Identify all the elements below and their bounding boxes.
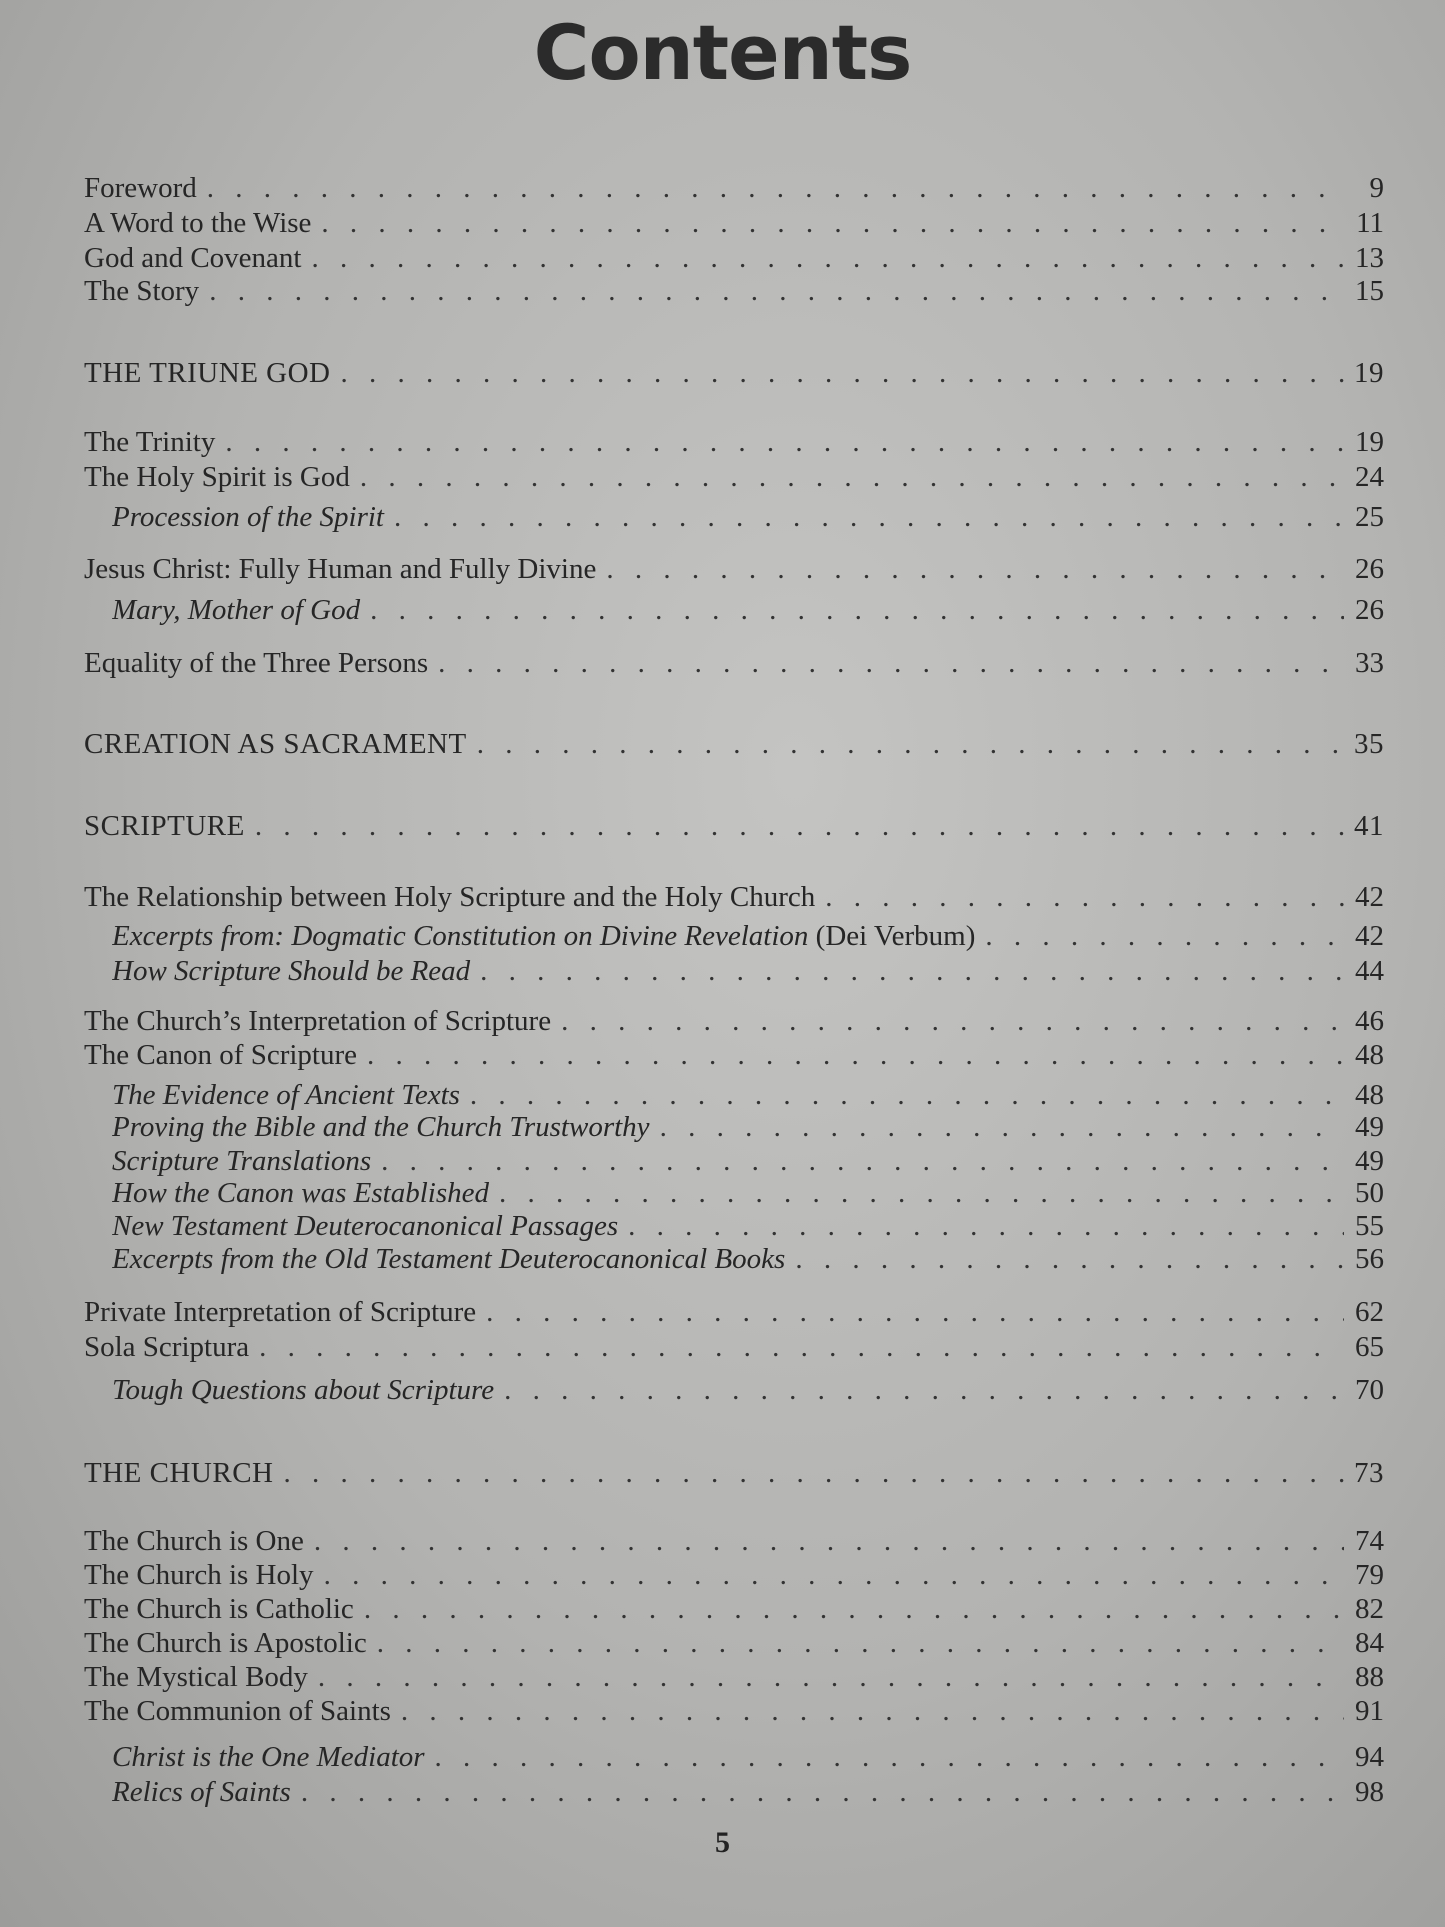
toc-page-number: 62 bbox=[1355, 1296, 1384, 1328]
toc-entry bbox=[84, 645, 1384, 681]
toc-entry bbox=[84, 1591, 1384, 1627]
toc-entry-title-text: The Church is Holy bbox=[84, 1559, 314, 1591]
dot-leader bbox=[438, 645, 1344, 681]
toc-page-number: 50 bbox=[1355, 1177, 1384, 1209]
toc-entry-title bbox=[84, 1557, 324, 1593]
toc-entry-title bbox=[112, 1109, 660, 1145]
toc-entry bbox=[84, 1003, 1384, 1039]
dot-leader bbox=[795, 1241, 1344, 1277]
toc-entry bbox=[84, 459, 1384, 495]
toc-entry-title-text: The Church is Catholic bbox=[84, 1593, 354, 1625]
toc-entry-title-text: Sola Scriptura bbox=[84, 1331, 250, 1363]
dot-leader bbox=[628, 1208, 1344, 1244]
dot-leader bbox=[370, 592, 1344, 628]
dot-leader bbox=[377, 1625, 1344, 1661]
toc-entry-title bbox=[84, 1591, 364, 1627]
toc-entry-title bbox=[112, 1143, 381, 1179]
toc-page-number: 48 bbox=[1355, 1079, 1384, 1111]
dot-leader bbox=[324, 1557, 1344, 1593]
toc-subentry bbox=[112, 1372, 1384, 1408]
toc-entry-title bbox=[84, 1693, 401, 1729]
toc-entry-title-text: Tough Questions about Scripture bbox=[112, 1374, 495, 1406]
toc-entry-title bbox=[84, 645, 438, 681]
toc-page-number: 73 bbox=[1354, 1457, 1384, 1489]
toc-entry-title-text: Foreword bbox=[84, 172, 197, 204]
dot-leader bbox=[341, 355, 1345, 391]
toc-entry-title bbox=[112, 1739, 435, 1775]
toc-subentry bbox=[112, 1241, 1384, 1277]
toc-entry-title bbox=[84, 1329, 259, 1365]
toc-page-number: 88 bbox=[1355, 1661, 1384, 1693]
toc-subentry bbox=[112, 1208, 1384, 1244]
dot-leader bbox=[504, 1372, 1344, 1408]
toc-page-number: 41 bbox=[1354, 810, 1384, 842]
toc-page-number: 33 bbox=[1355, 647, 1384, 679]
dot-leader bbox=[561, 1003, 1344, 1039]
toc-page-number: 19 bbox=[1355, 426, 1384, 458]
toc-entry-title bbox=[112, 1208, 628, 1244]
toc-entry-title-text: The Church is Apostolic bbox=[84, 1627, 367, 1659]
toc-entry-title bbox=[84, 1037, 367, 1073]
dot-leader bbox=[318, 1659, 1344, 1695]
toc-subentry bbox=[112, 918, 1384, 954]
toc-entry-title-text: New Testament Deuterocanonical Passages bbox=[112, 1210, 619, 1242]
toc-subentry bbox=[112, 1143, 1384, 1179]
toc-entry-title-text: The Church’s Interpretation of Scripture bbox=[84, 1005, 552, 1037]
toc-entry bbox=[84, 170, 1384, 206]
toc-entry-title-text: THE TRIUNE GOD bbox=[84, 357, 331, 389]
toc-entry-title-text: The Church is One bbox=[84, 1525, 304, 1557]
toc-entry-title bbox=[112, 1241, 795, 1277]
toc-entry-title-text: Christ is the One Mediator bbox=[112, 1741, 425, 1773]
toc-entry-title bbox=[84, 1294, 486, 1330]
toc-page-number: 13 bbox=[1355, 242, 1384, 274]
toc-entry-title bbox=[84, 1003, 561, 1039]
toc-entry-title-text: The Mystical Body bbox=[84, 1661, 308, 1693]
toc-entry-title bbox=[84, 1523, 314, 1559]
toc-page-number: 11 bbox=[1356, 207, 1384, 239]
toc-page-number: 46 bbox=[1355, 1005, 1384, 1037]
toc-entry bbox=[84, 273, 1384, 309]
toc-subentry bbox=[112, 1077, 1384, 1113]
toc-page-number: 91 bbox=[1355, 1695, 1384, 1727]
toc-page-number: 24 bbox=[1355, 461, 1384, 493]
toc-entry-title bbox=[112, 918, 985, 954]
toc-entry bbox=[84, 1294, 1384, 1330]
toc-page-number: 55 bbox=[1355, 1210, 1384, 1242]
toc-entry-title-text: The Canon of Scripture bbox=[84, 1039, 358, 1071]
toc-page-number: 26 bbox=[1355, 594, 1384, 626]
toc-page-number: 25 bbox=[1355, 501, 1384, 533]
toc-section-heading bbox=[84, 355, 1384, 391]
toc-entry-title bbox=[84, 424, 225, 460]
toc-entry-title bbox=[84, 726, 477, 762]
toc-page-number: 49 bbox=[1355, 1145, 1384, 1177]
dot-leader bbox=[660, 1109, 1344, 1145]
toc-entry-title bbox=[112, 1774, 301, 1810]
toc-entry-title bbox=[84, 355, 341, 391]
dot-leader bbox=[825, 879, 1344, 915]
toc-entry-title-text: How Scripture Should be Read bbox=[112, 955, 471, 987]
toc-subentry bbox=[112, 953, 1384, 989]
toc-entry-title-text: Procession of the Spirit bbox=[112, 501, 384, 533]
toc-page-number: 65 bbox=[1355, 1331, 1384, 1363]
dot-leader bbox=[259, 1329, 1344, 1365]
toc-page-number: 15 bbox=[1355, 275, 1384, 307]
toc-entry-title-text: How the Canon was Established bbox=[112, 1177, 490, 1209]
toc-page-number: 56 bbox=[1355, 1243, 1384, 1275]
dot-leader bbox=[225, 424, 1344, 460]
toc-entry-title bbox=[112, 499, 394, 535]
toc-page-number: 94 bbox=[1355, 1741, 1384, 1773]
toc-entry-title bbox=[84, 1659, 318, 1695]
toc-entry-title bbox=[84, 240, 311, 276]
toc-entry-title-text: Excerpts from: Dogmatic Constitution on Divine Revelation bbox=[112, 920, 809, 952]
toc-page-number: 74 bbox=[1355, 1525, 1384, 1557]
dot-leader bbox=[394, 499, 1344, 535]
toc-entry-title-text: Excerpts from the Old Testament Deuterocanonical Books bbox=[112, 1243, 786, 1275]
toc-page-number: 42 bbox=[1355, 920, 1384, 952]
toc-entry-title bbox=[84, 879, 825, 915]
toc-entry-title bbox=[84, 551, 606, 587]
dot-leader bbox=[314, 1523, 1344, 1559]
toc-entry-title-text: The Communion of Saints bbox=[84, 1695, 391, 1727]
toc-entry bbox=[84, 1037, 1384, 1073]
toc-section-heading bbox=[84, 808, 1384, 844]
toc-entry-title bbox=[84, 205, 321, 241]
toc-subentry bbox=[112, 1175, 1384, 1211]
toc-entry-title bbox=[84, 273, 209, 309]
toc-entry-title bbox=[112, 592, 370, 628]
toc-entry bbox=[84, 1659, 1384, 1695]
toc-entry bbox=[84, 1329, 1384, 1365]
toc-entry-title bbox=[84, 170, 207, 206]
toc-page-number: 70 bbox=[1355, 1374, 1384, 1406]
toc-entry-title bbox=[84, 459, 360, 495]
toc-entry-title-text: The Trinity bbox=[84, 426, 216, 458]
toc-section-heading bbox=[84, 726, 1384, 762]
toc-subentry bbox=[112, 1774, 1384, 1810]
toc-entry-title bbox=[84, 808, 255, 844]
page-number: 5 bbox=[715, 1826, 730, 1859]
toc-entry bbox=[84, 424, 1384, 460]
dot-leader bbox=[985, 918, 1344, 954]
toc-entry-title-text: Proving the Bible and the Church Trustworthy bbox=[112, 1111, 650, 1143]
toc-entry bbox=[84, 1557, 1384, 1593]
toc-entry bbox=[84, 1523, 1384, 1559]
toc-entry-title-text: Relics of Saints bbox=[112, 1776, 291, 1808]
toc-page-number: 48 bbox=[1355, 1039, 1384, 1071]
toc-entry bbox=[84, 1625, 1384, 1661]
toc-page-number: 35 bbox=[1354, 728, 1384, 760]
toc-page-number: 26 bbox=[1355, 553, 1384, 585]
toc-section-heading bbox=[84, 1455, 1384, 1491]
toc-subentry bbox=[112, 1739, 1384, 1775]
dot-leader bbox=[606, 551, 1344, 587]
dot-leader bbox=[209, 273, 1344, 309]
toc-entry-title-suffix: (Dei Verbum) bbox=[815, 920, 976, 952]
toc-entry-title bbox=[84, 1455, 283, 1491]
toc-entry-title bbox=[112, 1175, 499, 1211]
dot-leader bbox=[477, 726, 1344, 762]
toc-entry bbox=[84, 240, 1384, 276]
toc-entry-title-text: Scripture Translations bbox=[112, 1145, 372, 1177]
toc-entry bbox=[84, 879, 1384, 915]
dot-leader bbox=[207, 170, 1344, 206]
dot-leader bbox=[367, 1037, 1344, 1073]
toc-entry bbox=[84, 551, 1384, 587]
toc-entry-title bbox=[112, 1372, 504, 1408]
dot-leader bbox=[321, 205, 1344, 241]
dot-leader bbox=[360, 459, 1344, 495]
toc-entry-title-text: The Evidence of Ancient Texts bbox=[112, 1079, 460, 1111]
dot-leader bbox=[435, 1739, 1344, 1775]
toc-subentry bbox=[112, 592, 1384, 628]
toc-entry-title-text: The Relationship between Holy Scripture and the Holy Church bbox=[84, 881, 816, 913]
toc-subentry bbox=[112, 1109, 1384, 1145]
toc-page-number: 79 bbox=[1355, 1559, 1384, 1591]
dot-leader bbox=[364, 1591, 1344, 1627]
toc-entry-title bbox=[112, 953, 480, 989]
toc-entry-title-text: God and Covenant bbox=[84, 242, 302, 274]
toc-page-number: 84 bbox=[1355, 1627, 1384, 1659]
dot-leader bbox=[311, 240, 1344, 276]
toc-entry-title-text: THE CHURCH bbox=[84, 1457, 274, 1489]
toc-entry-title bbox=[84, 1625, 377, 1661]
page-title: Contents bbox=[533, 8, 912, 97]
dot-leader bbox=[401, 1693, 1344, 1729]
toc-page-number: 49 bbox=[1355, 1111, 1384, 1143]
toc-entry-title-text: A Word to the Wise bbox=[84, 207, 312, 239]
toc-entry-title-text: Jesus Christ: Fully Human and Fully Divine bbox=[84, 553, 597, 585]
dot-leader bbox=[486, 1294, 1344, 1330]
toc-entry-title-text: Mary, Mother of God bbox=[112, 594, 361, 626]
toc-entry bbox=[84, 205, 1384, 241]
dot-leader bbox=[499, 1175, 1344, 1211]
toc-page-number: 19 bbox=[1354, 357, 1384, 389]
toc-entry-title-text: The Holy Spirit is God bbox=[84, 461, 350, 493]
toc-entry bbox=[84, 1693, 1384, 1729]
dot-leader bbox=[301, 1774, 1344, 1810]
toc-entry-title-text: SCRIPTURE bbox=[84, 810, 245, 842]
toc-entry-title-text: Equality of the Three Persons bbox=[84, 647, 429, 679]
dot-leader bbox=[470, 1077, 1344, 1113]
toc-page-number: 98 bbox=[1355, 1776, 1384, 1808]
dot-leader bbox=[381, 1143, 1344, 1179]
dot-leader bbox=[480, 953, 1344, 989]
toc-subentry bbox=[112, 499, 1384, 535]
toc-entry-title-text: The Story bbox=[84, 275, 200, 307]
dot-leader bbox=[255, 808, 1344, 844]
dot-leader bbox=[283, 1455, 1344, 1491]
toc-page-number: 44 bbox=[1355, 955, 1384, 987]
toc-page-number: 42 bbox=[1355, 881, 1384, 913]
toc-page-number: 9 bbox=[1369, 172, 1384, 204]
toc-entry-title-text: CREATION AS SACRAMENT bbox=[84, 728, 467, 760]
toc-entry-title bbox=[112, 1077, 470, 1113]
toc-page-number: 82 bbox=[1355, 1593, 1384, 1625]
toc-entry-title-text: Private Interpretation of Scripture bbox=[84, 1296, 477, 1328]
